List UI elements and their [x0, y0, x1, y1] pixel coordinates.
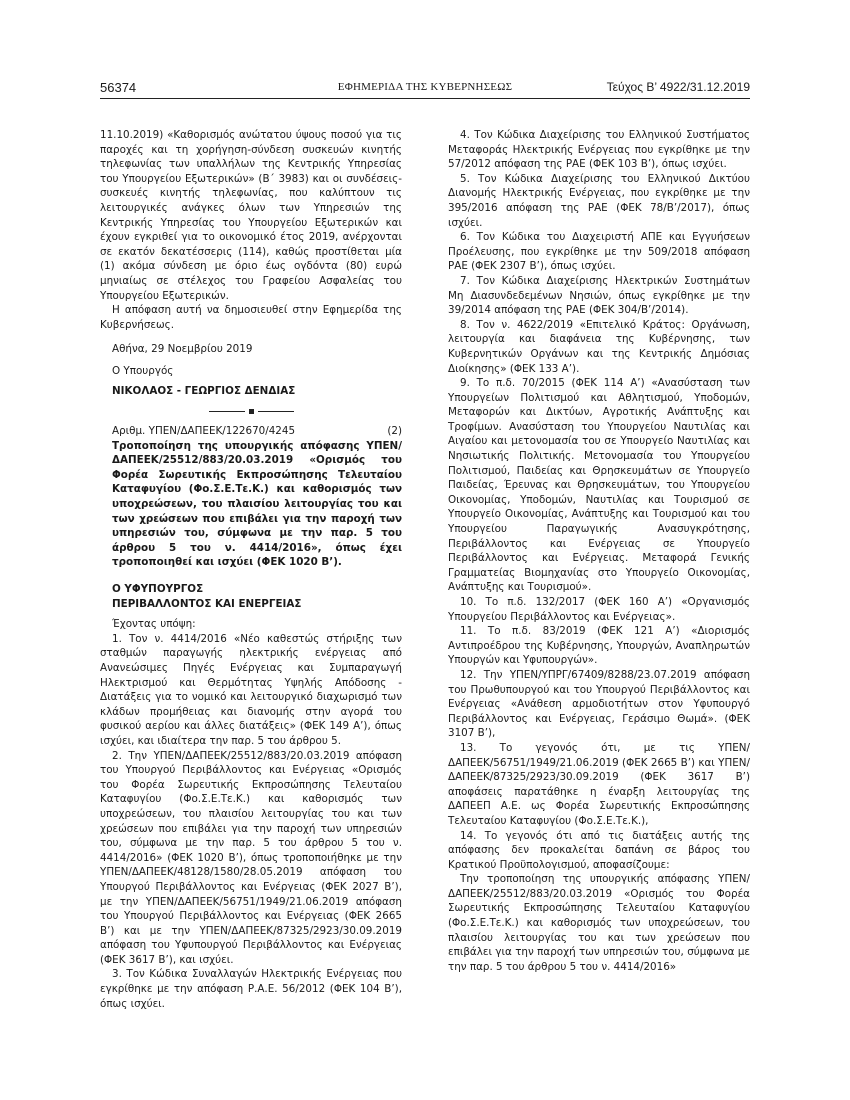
list-item: 2. Την ΥΠΕΝ/ΔΑΠΕΕΚ/25512/883/20.03.2019 απόφαση του Υπουργού Περιβάλλοντος και Ενέργειας «Ορισμός του Φορέα Σωρευτικής Εκπροσώπησης Τελευταίου Καταφυγίου (Φο.Σ.Ε.Τε.Κ.) και καθορισμός των υποχρεώσεων, του πλαισίου λειτουργίας του και των χρεώσεων που επιβάλει για την παροχή των υπηρεσιών του, σύμφωνα με την παρ. 5 του άρθρου 5 του ν. 4414/2016» (ΦΕΚ 1020 Β’), όπως τροποποιήθηκε με την ΥΠΕΝ/ΔΑΠΕΕΚ/48128/1580/28.05.2019 απόφαση του Υπουργού Περιβάλλοντος και Ενέργειας (ΦΕΚ 2027 Β’), με την ΥΠΕΝ/ΔΑΠΕΕΚ/56751/1949/21.06.2019 απόφαση του Υπουργού Περιβάλλοντος και Ενέργειας (ΦΕΚ 2665 Β’) και με την ΥΠΕΝ/ΔΑΠΕΕΚ/87325/2923/30.09.2019 απόφαση του Υφυπουργού Περιβάλλοντος και Ενέργειας (ΦΕΚ 3617 Β’), και ισχύει. [100, 749, 402, 966]
list-item: 5. Τον Κώδικα Διαχείρισης του Ελληνικού Δικτύου Διανομής Ηλεκτρικής Ενέργειας, που εγκρίθηκε με την 395/2016 απόφαση της ΡΑΕ (ΦΕΚ 78/Β’/2017), όπως ισχύει. [448, 172, 750, 229]
page-header [100, 80, 750, 99]
right-column [448, 128, 750, 974]
decision-header [100, 424, 402, 439]
gazette-title: ΕΦΗΜΕΡΙΔΑ ΤΗΣ ΚΥΒΕΡΝΗΣΕΩΣ [337, 81, 513, 93]
decision-number: Αριθμ. ΥΠΕΝ/ΔΑΠΕΕΚ/122670/4245 [112, 425, 296, 438]
list-item: 1. Τον ν. 4414/2016 «Νέο καθεστώς στήριξης των σταθμών παραγωγής ηλεκτρικής ενέργειας από Ανανεώσιμες Πηγές Ενέργειας και Συμπαραγωγή Ηλεκτρισμού και Θερμότητας Υψηλής Απόδοσης - Διατάξεις για το νομικό και λειτουργικό διαχωρισμό των κλάδων προμήθειας και διανομής στην αγορά του φυσικού αερίου και άλλες διατάξεις» (ΦΕΚ 149 Α’), όπως ισχύει, και ιδιαίτερα την παρ. 5 του άρθρου 5. [100, 632, 402, 747]
list-item: 12. Την ΥΠΕΝ/ΥΠΡΓ/67409/8288/23.07.2019 απόφαση του Πρωθυπουργού και του Υπουργού Περιβάλλοντος και Ενέργειας «Ανάθεση αρμοδιοτήτων στον Υφυπουργό Περιβάλλοντος και Ενέργειας, Γεράσιμο Θωμά». (ΦΕΚ 3107 Β’), [448, 668, 750, 740]
issue-reference: Τεύχος Β’ 4922/31.12.2019 [606, 80, 750, 94]
signer-role: Ο Υπουργός [112, 364, 174, 377]
list-item: 14. Το γεγονός ότι από τις διατάξεις αυτής της απόφασης δεν προκαλείται δαπάνη σε βάρος του Κρατικού Προϋπολογισμού, αποφασίζουμε: [448, 829, 750, 871]
signer-name: ΝΙΚΟΛΑΟΣ - ΓΕΩΡΓΙΟΣ ΔΕΝΔΙΑΣ [112, 384, 296, 397]
place-date: Αθήνα, 29 Νοεμβρίου 2019 [112, 343, 253, 356]
ministry-line-1: Ο ΥΦΥΠΟΥΡΓΟΣ [112, 583, 204, 596]
list-item: 10. Το π.δ. 132/2017 (ΦΕΚ 160 Α’) «Οργανισμός Υπουργείου Περιβάλλοντος και Ενέργειας». [448, 596, 750, 623]
ministry-line-2: ΠΕΡΙΒΑΛΛΟΝΤΟΣ ΚΑΙ ΕΝΕΡΓΕΙΑΣ [112, 597, 302, 610]
list-item: 9. Το π.δ. 70/2015 (ΦΕΚ 114 Α’) «Ανασύσταση των Υπουργείων Πολιτισμού και Αθλητισμού, Υποδομών, Μεταφορών και Δικτύων, Αγροτικής Ανάπτυξης και Τροφίμων. Ανασύσταση του Υπουργείου Ναυτιλίας και Αιγαίου και μετονομασία του σε Υπουργείο Ναυτιλίας και Νησιωτικής Πολιτικής. Μετονομασία του Υπουργείου Πολιτισμού, Παιδείας και Θρησκευμάτων σε Υπουργείο Παιδείας, Έρευνας και Θρησκευμάτων, του Υπουργείου Οικονομίας, Υποδομών, Ναυτιλίας και Τουρισμού σε Υπουργείο Οικονομίας, Ανάπτυξης και Τουρισμού και του Υπουργείου Παραγωγικής Ανασυγκρότησης, Περιβάλλοντος και Ενέργειας σε Υπουργείο Περιβάλλοντος και Ενέργειας. Μεταφορά Γενικής Γραμματείας Βιομηχανίας στο Υπουργείο Οικονομίας, Ανάπτυξης και Τουρισμού». [448, 377, 750, 594]
section-separator [100, 404, 402, 416]
decision-title: Τροποποίηση της υπουργικής απόφασης ΥΠΕΝ/ΔΑΠΕΕΚ/25512/883/20.03.2019 «Ορισμός του Φορέα Σωρευτικής Εκπροσώπησης Τελευταίου Καταφυγίου (Φο.Σ.Ε.Τε.Κ.) και καθορισμός των υποχρεώσεων, του πλαισίου λειτουργίας του και των χρεώσεων που επιβάλει για την παροχή των υπηρεσιών του, σύμφωνα με την παρ. 5 του άρθρου 5 του ν. 4414/2016», όπως έχει τροποποιηθεί και ισχύει (ΦΕΚ 1020 Β’). [112, 439, 402, 569]
intro-paragraph: 11.10.2019) «Καθορισμός ανώτατου ύψους ποσού για τις παροχές και τη χορήγηση-σύνδεση συσκευών κινητής τηλεφωνίας των υπαλλήλων της Κεντρικής Υπηρεσίας του Υπουργείου Εξωτερικών» (Β΄ 3983) και οι συνδέσεις-συσκευές κινητής τηλεφωνίας, που καλύπτουν τις λειτουργικές ανάγκες όλων των Υπηρεσιών της Κεντρικής Υπηρεσίας του Υπουργείου Εξωτερικών και έχουν εγκριθεί για το οικονομικό έτος 2019, ανέρχονται σε εκατόν δεκατέσσερις (114), καθώς προστίθεται μία (1) ακόμα σύνδεση με όριο έως ογδόντα (80) ευρώ μηνιαίως σε στέλεχος του Γραφείου Ασφαλείας του Υπουργείου Εξωτερικών. [100, 129, 402, 302]
closing-paragraph: Την τροποποίηση της υπουργικής απόφασης ΥΠΕΝ/ΔΑΠΕΕΚ/25512/883/20.03.2019 «Ορισμός του Φορέα Σωρευτικής Εκπροσώπησης Τελευταίου Καταφυγίου (Φο.Σ.Ε.Τε.Κ.) και καθορισμός των υποχρεώσεων, του πλαισίου λειτουργίας του και των χρεώσεων που επιβάλει για την παροχή των υπηρεσιών του, σύμφωνα με την παρ. 5 του άρθρου 5 του ν. 4414/2016» [448, 873, 750, 973]
list-item: 4. Τον Κώδικα Διαχείρισης του Ελληνικού Συστήματος Μεταφοράς Ηλεκτρικής Ενέργειας που εγκρίθηκε με την 57/2012 απόφαση της ΡΑΕ (ΦΕΚ 103 Β’), όπως ισχύει. [448, 129, 750, 171]
left-column [100, 128, 402, 1011]
list-item: 6. Τον Κώδικα του Διαχειριστή ΑΠΕ και Εγγυήσεων Προέλευσης, που εγκρίθηκε με την 509/2018 απόφαση ΡΑΕ (ΦΕΚ 2307 Β’), όπως ισχύει. [448, 231, 750, 273]
list-item: 13. Το γεγονός ότι, με τις ΥΠΕΝ/ΔΑΠΕΕΚ/56751/1949/21.06.2019 (ΦΕΚ 2665 Β’) και ΥΠΕΝ/ΔΑΠΕΕΚ/87325/2923/30.09.2019 (ΦΕΚ 3617 Β’) αποφάσεις παρατάθηκε η έναρξη λειτουργίας της ΔΑΠΕΕΠ Α.Ε. ως Φορέα Σωρευτικής Εκπροσώπησης Τελευταίου Καταφυγίου (Φο.Σ.Ε.Τε.Κ.), [448, 741, 750, 827]
considering-label: Έχοντας υπόψη: [112, 618, 196, 631]
publication-note: Η απόφαση αυτή να δημοσιευθεί στην Εφημερίδα της Κυβερνήσεως. [100, 304, 402, 331]
decision-sequence: (2) [387, 425, 402, 438]
list-item: 7. Τον Κώδικα Διαχείρισης Ηλεκτρικών Συστημάτων Μη Διασυνδεδεμένων Νησιών, όπως εγκρίθηκε με την 39/2014 απόφαση της ΡΑΕ (ΦΕΚ 304/Β’/2014). [448, 274, 750, 317]
list-item: 8. Τον ν. 4622/2019 «Επιτελικό Κράτος: Οργάνωση, λειτουργία και διαφάνεια της Κυβέρνησης, των Κυβερνητικών Οργάνων και της Κεντρικής Δημόσιας Διοίκησης» (ΦΕΚ 133 Α’). [448, 318, 750, 375]
page-number: 56374 [100, 80, 137, 95]
list-item: 11. Το π.δ. 83/2019 (ΦΕΚ 121 Α’) «Διορισμός Αντιπροέδρου της Κυβέρνησης, Υπουργών, Αναπληρωτών Υπουργών και Υφυπουργών». [448, 625, 750, 667]
list-item: 3. Τον Κώδικα Συναλλαγών Ηλεκτρικής Ενέργειας που εγκρίθηκε με την απόφαση Ρ.Α.Ε. 56/2012 (ΦΕΚ 104 Β’), όπως ισχύει. [100, 968, 402, 1010]
